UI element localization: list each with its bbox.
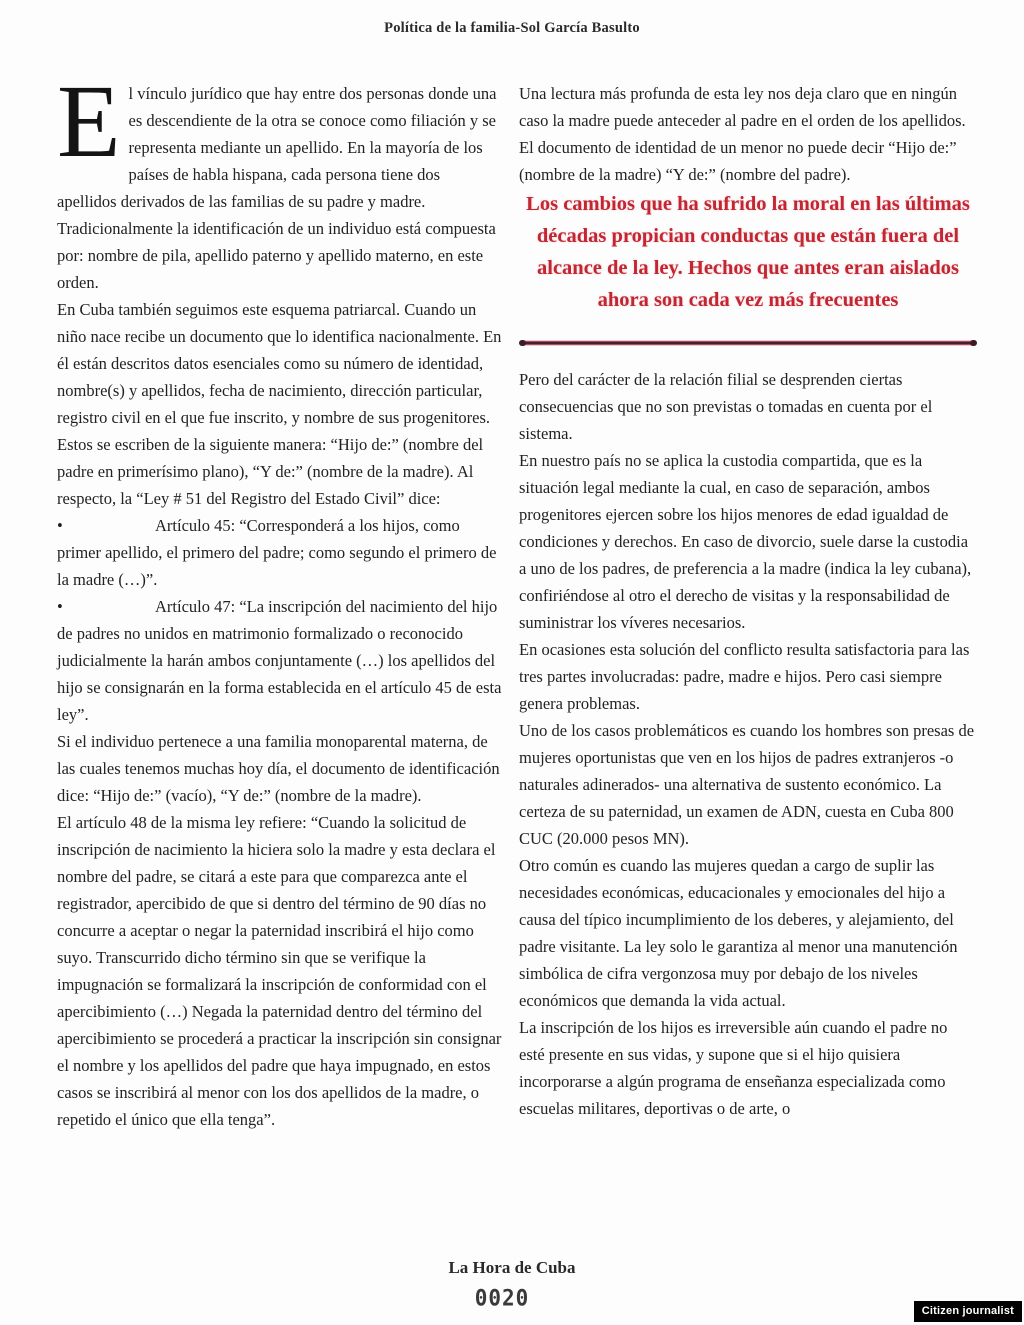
paragraph [519,1014,977,1122]
quote-separator-rule [520,340,976,346]
paragraph [519,80,977,188]
footer-publication-name: La Hora de Cuba [448,1258,576,1277]
paragraph [519,447,977,636]
bullet-icon: • [57,597,63,616]
list-item-text: Artículo 47: “La inscripción del nacimiento del hijo de padres no unidos en matrimonio formalizado o reconocido judicialmente la harán ambos conjuntamente (…) los apellidos del hijo se consignarán en la forma establecida en el artículo 45 de esta ley”. [57,597,502,724]
paragraph [57,809,502,1133]
page-number: 0020 [474,1285,530,1311]
paragraph-text: Pero del carácter de la relación filial se desprenden ciertas consecuencias que no son previstas o tomadas en cuenta por el sistema. [519,370,933,443]
paragraph [519,366,977,447]
paragraph [519,636,977,717]
paragraph-text: En Cuba también seguimos este esquema patriarcal. Cuando un niño nace recibe un documento que lo identifica nacionalmente. En él están descritos datos esenciales como su número de identidad, nombre(s) y apellidos, fecha de nacimiento, dirección particular, registro civil en el que fue inscrito, y nombre de sus progenitores. Estos se escriben de la siguiente manera: “Hijo de:” (nombre del padre en primerísimo plano), “Y de:” (nombre de la madre). Al respecto, la “Ley # 51 del Registro del Estado Civil” dice: [57,300,502,508]
citizen-journalist-badge: Citizen journalist [914,1301,1022,1322]
paragraph-text: La inscripción de los hijos es irreversible aún cuando el padre no esté presente en sus vidas, y supone que si el hijo quisiera incorporarse a algún programa de enseñanza especializada como escuelas militares, deportivas o de arte, o [519,1018,948,1118]
paragraph-text: Si el individuo pertenece a una familia monoparental materna, de las cuales tenemos muchas hoy día, el documento de identificación dice: “Hijo de:” (vacío), “Y de:” (nombre de la madre). [57,732,500,805]
list-item-articulo-45 [57,512,502,593]
paragraph [519,852,977,1014]
drop-cap: E [57,64,121,179]
paragraph-text: Uno de los casos problemáticos es cuando los hombres son presas de mujeres oportunistas que ven en los hijos de padres extranjeros -o naturales adinerados- una alternativa de sustento económico. La certeza de su paternidad, un examen de ADN, cuesta en Cuba 800 CUC (20.000 pesos MN). [519,721,975,848]
paragraph-text: En nuestro país no se aplica la custodia compartida, que es la situación legal mediante la cual, en caso de separación, ambos progenitores ejercen sobre los hijos menores de edad igualdad de condiciones y derechos. En caso de divorcio, suele darse la custodia a uno de los padres, de preferencia a la madre (indica la ley cubana), confiriéndose al otro el derecho de visitas y la responsabilidad de suministrar los víveres necesarios. [519,451,972,632]
right-column [519,80,977,1122]
list-item-articulo-47 [57,593,502,728]
article-body [57,64,977,1133]
paragraph-text: En ocasiones esta solución del conflicto resulta satisfactoria para las tres partes involucradas: padre, madre e hijos. Pero casi siempre genera problemas. [519,640,970,713]
paragraph-text: Otro común es cuando las mujeres quedan a cargo de suplir las necesidades económicas, educacionales y emocionales del hijo a causa del típico incumplimiento de los deberes, y alejamiento, del padre visitante. La ley solo le garantiza al menor una manutención simbólica de cifra vergonzosa muy por debajo de los niveles económicos que demanda la vida actual. [519,856,958,1010]
paragraph [57,296,502,512]
paragraph [519,717,977,852]
left-column [57,64,502,1133]
lead-paragraph [57,64,502,296]
lead-paragraph-text: l vínculo jurídico que hay entre dos personas donde una es descendiente de la otra se conoce como filiación y se representa mediante un apellido. En la mayoría de los países de habla hispana, cada persona tiene dos apellidos derivados de las familias de su padre y madre. Tradicionalmente la identificación de un individuo está compuesta por: nombre de pila, apellido paterno y apellido materno, en este orden. [57,84,497,292]
paragraph-text: El artículo 48 de la misma ley refiere: “Cuando la solicitud de inscripción de nacimiento la hiciera solo la madre y esta declara el nombre del padre, se citará a este para que comparezca ante el registrador, apercibido de que si dentro del término de 90 días no concurre a aceptar o negar la paternidad inscribirá el hijo como suyo. Transcurrido dicho término sin que se verifique la impugnación se formalizará la inscripción de conformidad con el apercibimiento (…) Negada la paternidad dentro del término del apercibimiento se procederá a practicar la inscripción sin consignar el nombre y los apellidos del padre que haya impugnado, en estos casos se inscribirá al menor con los dos apellidos de la madre, o repetido el único que ella tenga”. [57,813,502,1129]
list-item-text: Artículo 45: “Corresponderá a los hijos, como primer apellido, el primero del padre; como segundo el primero de la madre (…)”. [57,516,497,589]
page-header-title: Política de la familia-Sol García Basulto [384,20,640,36]
pull-quote: Los cambios que ha sufrido la moral en las últimas décadas propician conductas que están fuera del alcance de la ley. Hechos que antes eran aislados ahora son cada vez más frecuentes [526,193,970,311]
bullet-icon: • [57,516,63,535]
paragraph-text: Una lectura más profunda de esta ley nos deja claro que en ningún caso la madre puede anteceder al padre en el orden de los apellidos. El documento de identidad de un menor no puede decir “Hijo de:” (nombre de la madre) “Y de:” (nombre del padre). [519,84,966,184]
paragraph [57,728,502,809]
